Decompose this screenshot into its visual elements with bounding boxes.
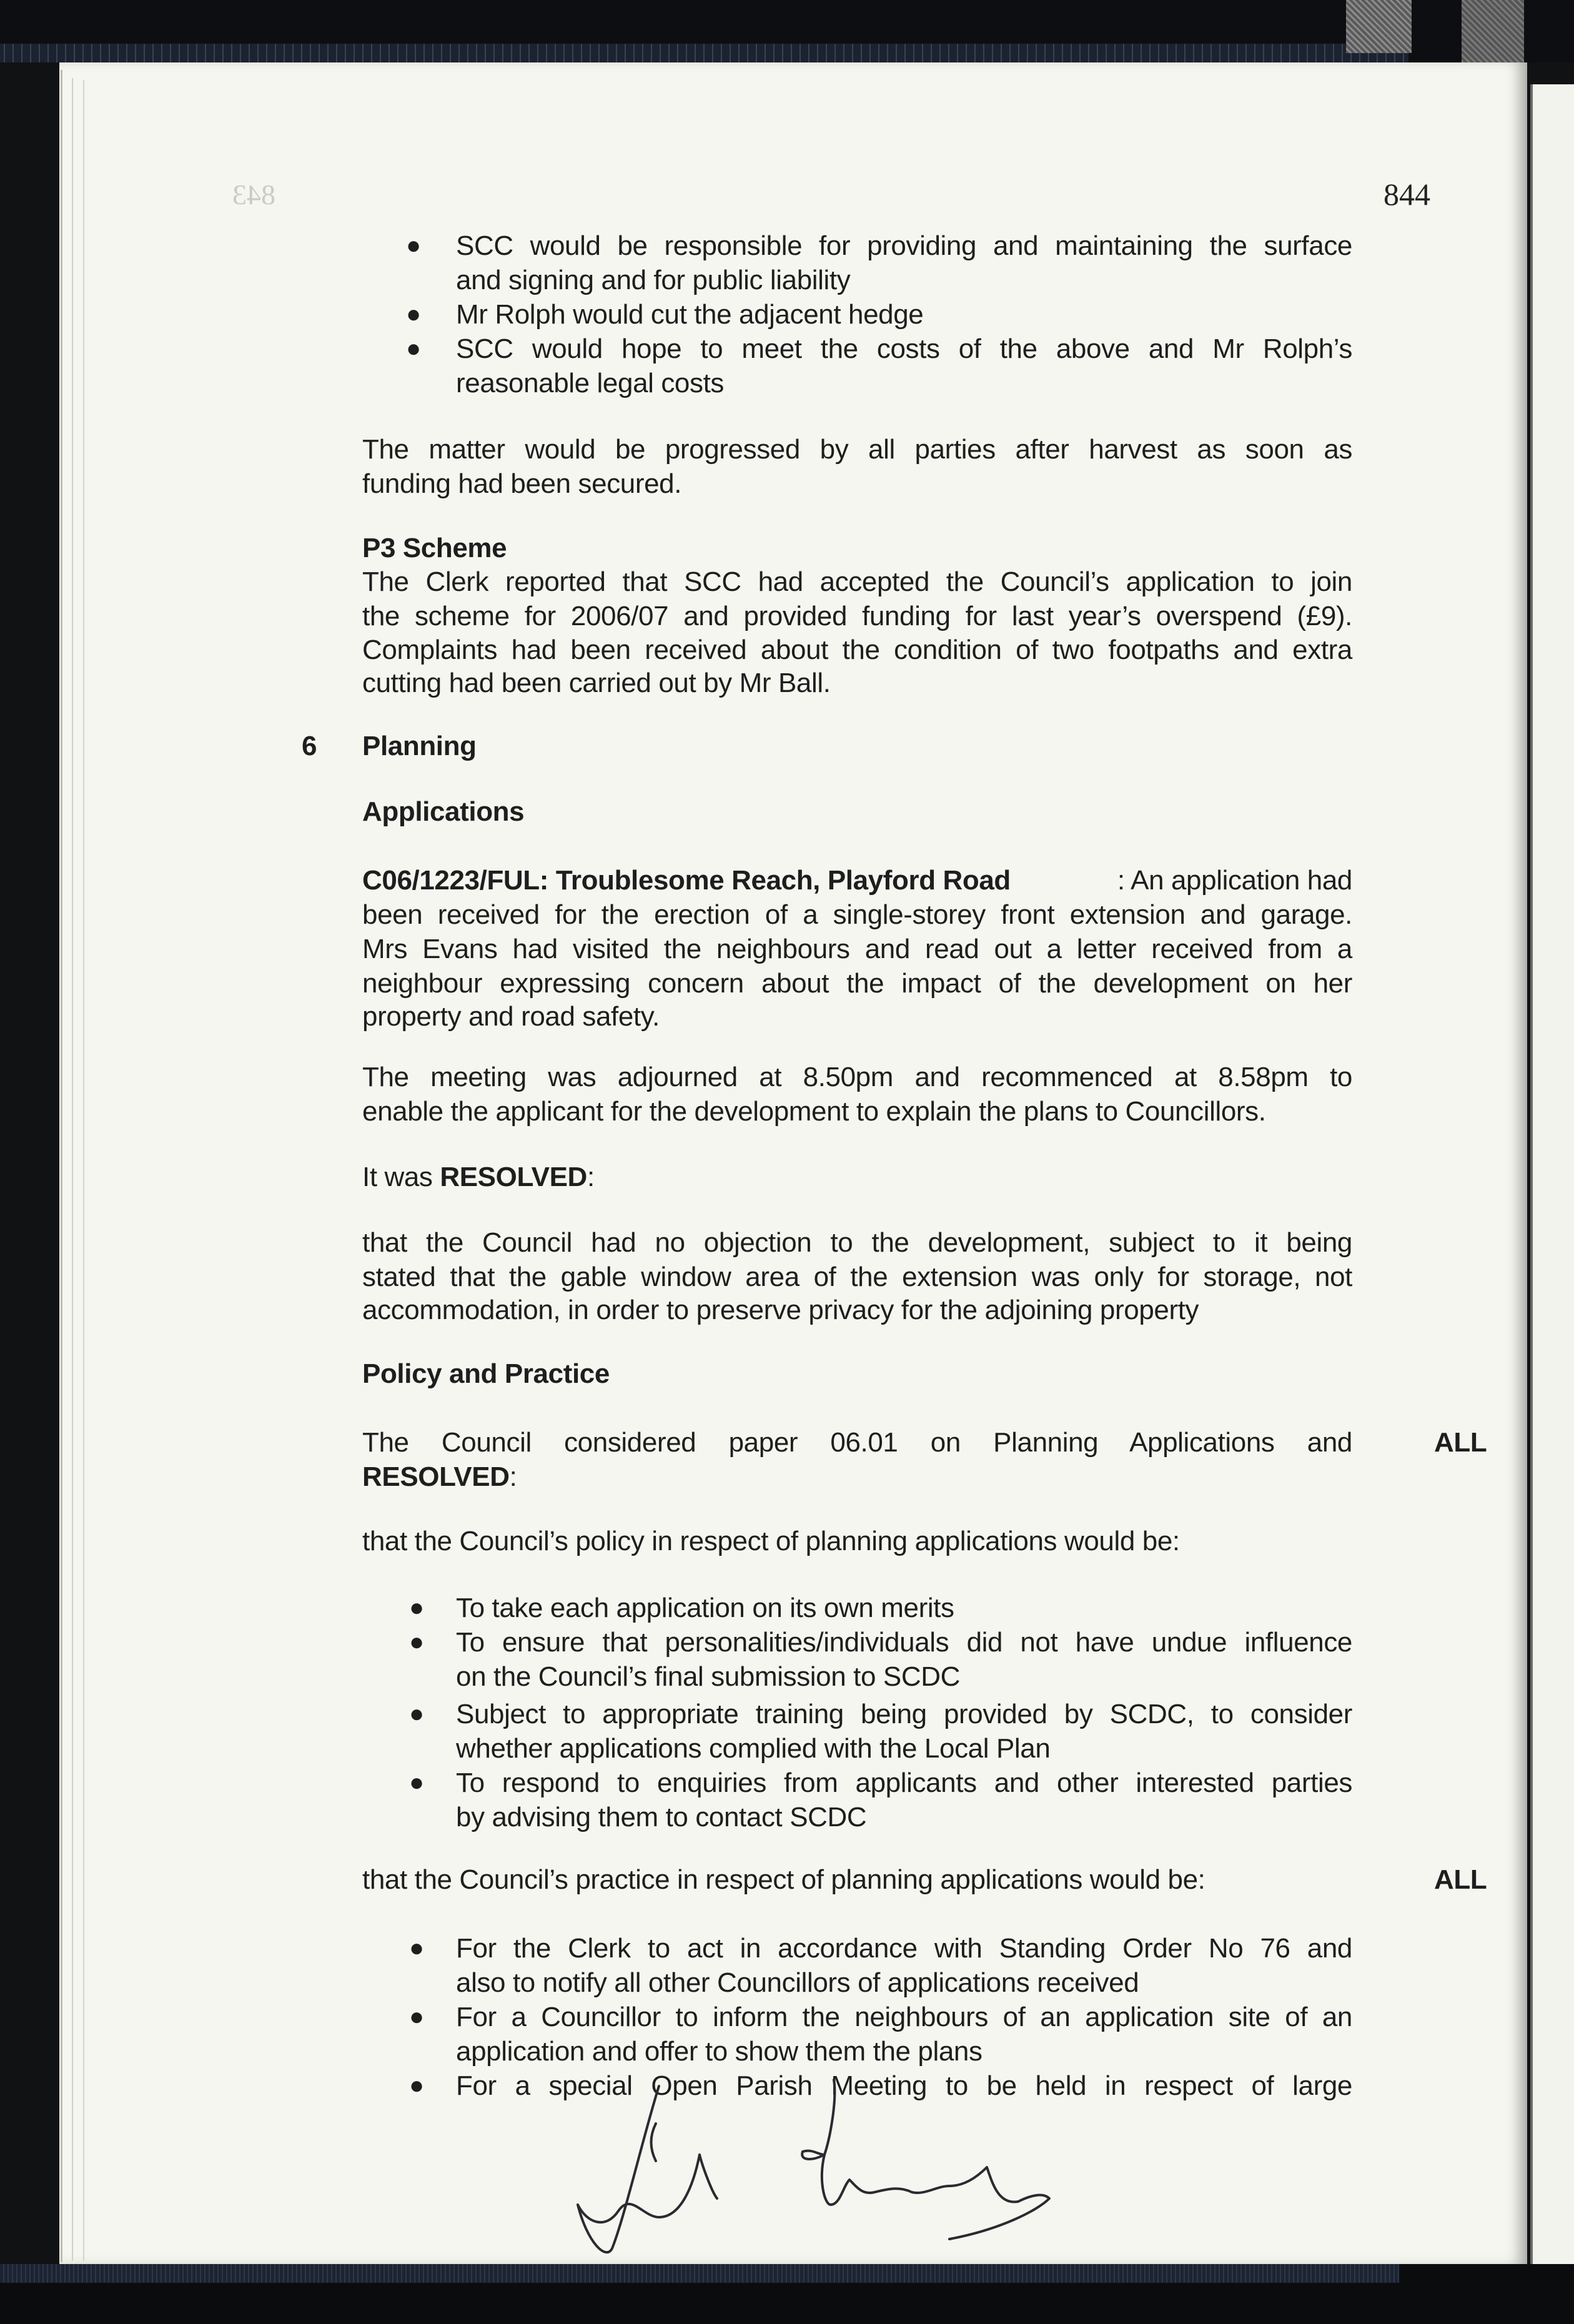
bullet-icon: ●	[409, 2003, 425, 2030]
bullet-line: To ensure that personalities/individuals did not have undue influence	[456, 1627, 1352, 1658]
bullet-line: Mr Rolph would cut the adjacent hedge	[456, 299, 924, 330]
resolved-suffix: :	[509, 1461, 517, 1492]
paragraph-line: cutting had been carried out by Mr Ball.	[362, 668, 831, 698]
page-stack-edge	[61, 70, 62, 2262]
resolved-line	[362, 1160, 595, 1194]
paragraph-line: neighbour expressing concern about the impact of the development on her	[362, 968, 1352, 999]
bleed-through-page-number: 843	[232, 179, 275, 210]
section-number: 6	[302, 731, 317, 761]
bullet-icon: ●	[409, 1628, 425, 1656]
paragraph-line: Mrs Evans had visited the neighbours and read out a letter received from a	[362, 934, 1352, 964]
bullet-line: also to notify all other Councillors of applications received	[456, 1967, 1139, 1998]
paragraph-line: The meeting was adjourned at 8.50pm and recommenced at 8.58pm to	[362, 1062, 1352, 1092]
paragraph-line: The Council considered paper 06.01 on Planning Applications and	[362, 1427, 1352, 1458]
resolved-line	[362, 1460, 517, 1494]
bullet-line: on the Council’s final submission to SCDC	[456, 1661, 960, 1692]
page-stack-edge	[72, 78, 73, 2261]
section-title: Planning	[362, 731, 477, 761]
paragraph-line: funding had been secured.	[362, 468, 682, 499]
bullet-line: reasonable legal costs	[456, 368, 725, 398]
bullet-icon: ●	[409, 2072, 425, 2099]
binder-tab	[1346, 0, 1412, 53]
subsection-heading: Applications	[362, 796, 525, 827]
section-heading: P3 Scheme	[362, 533, 507, 563]
paragraph-line: that the Council had no objection to the development, subject to it being	[362, 1227, 1352, 1258]
bullet-line: Subject to appropriate training being provided by SCDC, to consider	[456, 1699, 1352, 1729]
paragraph-line: that the Council’s practice in respect of planning applications would be:	[362, 1864, 1205, 1895]
binder-bottom-band	[0, 2264, 1574, 2324]
facing-page-edge	[1530, 84, 1574, 2264]
bullet-line: To take each application on its own merits	[456, 1593, 954, 1623]
paragraph-line: that the Council’s policy in respect of planning applications would be:	[362, 1526, 1180, 1556]
bullet-line: SCC would hope to meet the costs of the above and Mr Rolph’s	[456, 334, 1352, 364]
bullet-icon: ●	[409, 1700, 425, 1728]
bullet-icon: ●	[406, 300, 422, 328]
page-stack-edge	[83, 80, 84, 2261]
binder-weave	[0, 2264, 1399, 2283]
paragraph-line: been received for the erection of a single-storey front extension and garage.	[362, 899, 1352, 930]
bullet-line: For the Clerk to act in accordance with Standing Order No 76 and	[456, 1933, 1352, 1964]
paragraph-line: accommodation, in order to preserve privacy for the adjoining property	[362, 1295, 1199, 1325]
subsection-heading: Policy and Practice	[362, 1358, 610, 1389]
bullet-line: To respond to enquiries from applicants and other interested parties	[456, 1768, 1352, 1798]
bullet-icon: ●	[409, 1769, 425, 1796]
paragraph-line: stated that the gable window area of the extension was only for storage, not	[362, 1262, 1352, 1292]
resolved-keyword: RESOLVED	[440, 1162, 587, 1192]
bullet-icon: ●	[409, 1594, 425, 1621]
application-reference: C06/1223/FUL: Troublesome Reach, Playford Road	[362, 865, 1011, 896]
bullet-line: For a Councillor to inform the neighbours of an application site of an	[456, 2002, 1352, 2032]
paragraph-line: enable the applicant for the development to explain the plans to Councillors.	[362, 1096, 1266, 1127]
bullet-icon: ●	[406, 335, 422, 362]
binder-top-band	[0, 0, 1574, 62]
action-all-label: ALL	[1434, 1427, 1487, 1458]
bullet-line: SCC would be responsible for providing and maintaining the surface	[456, 230, 1352, 261]
resolved-prefix: It was	[362, 1162, 440, 1192]
bullet-line: For a special Open Parish Meeting to be held in respect of large	[456, 2070, 1352, 2101]
handwritten-signature	[550, 2061, 1424, 2255]
bullet-icon: ●	[406, 232, 422, 259]
resolved-suffix: :	[587, 1162, 595, 1192]
bullet-icon: ●	[409, 1934, 425, 1962]
application-heading-line	[362, 863, 1352, 897]
binder-weave	[0, 44, 1408, 62]
bullet-line: and signing and for public liability	[456, 265, 851, 295]
bullet-line: by advising them to contact SCDC	[456, 1802, 867, 1832]
paragraph-line: Complaints had been received about the condition of two footpaths and extra	[362, 635, 1352, 665]
page-number: 844	[1383, 177, 1430, 212]
bullet-line: application and offer to show them the plans	[456, 2036, 983, 2067]
paragraph-line: The matter would be progressed by all parties after harvest as soon as	[362, 434, 1352, 465]
action-all-label: ALL	[1434, 1864, 1487, 1895]
resolved-keyword: RESOLVED	[362, 1461, 510, 1492]
paragraph-line: the scheme for 2006/07 and provided funding for last year’s overspend (£9).	[362, 601, 1352, 631]
application-text: : An application had	[1117, 865, 1352, 896]
paragraph-line: property and road safety.	[362, 1001, 660, 1032]
paragraph-line: The Clerk reported that SCC had accepted the Council’s application to join	[362, 566, 1352, 597]
bullet-line: whether applications complied with the Local Plan	[456, 1733, 1051, 1764]
